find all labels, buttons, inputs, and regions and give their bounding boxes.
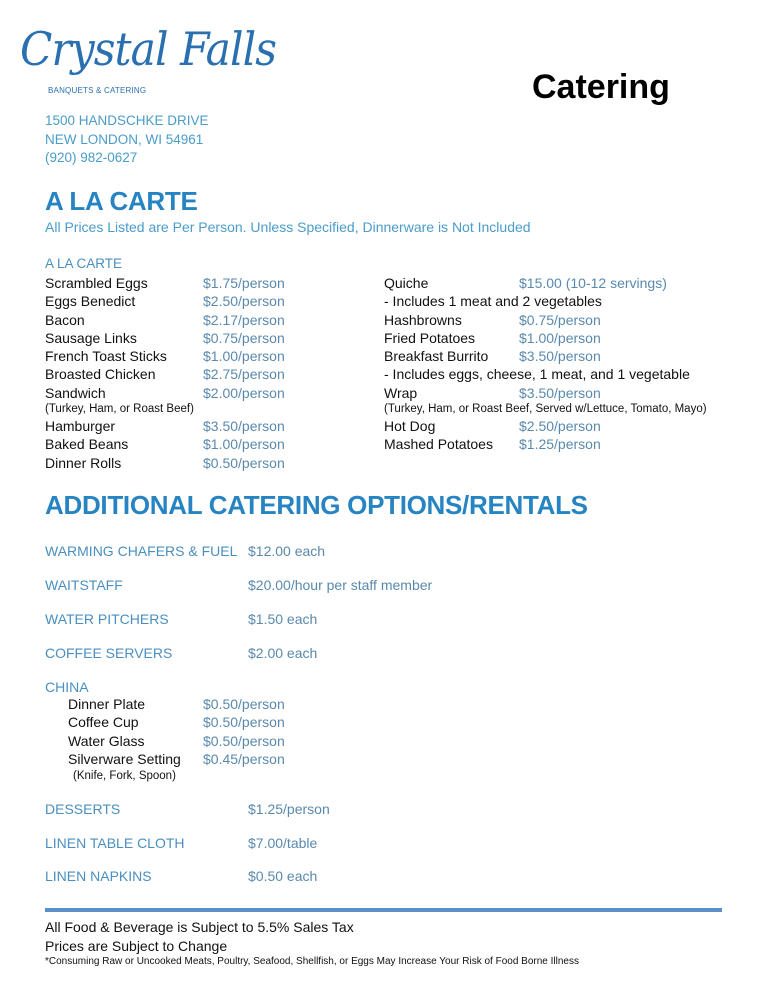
rental-label: WAITSTAFF: [45, 577, 123, 593]
menu-item: [384, 311, 707, 329]
page-title: Catering: [532, 68, 670, 106]
china-item: [68, 696, 285, 712]
menu-item: [45, 435, 285, 453]
health-warning: *Consuming Raw or Uncooked Meats, Poultry, Seafood, Shellfish, or Eggs May Increase Your Risk of Food Borne Illness: [45, 956, 579, 967]
rental-item: [45, 835, 317, 851]
menu-item-name: Broasted Chicken: [45, 366, 156, 383]
rental-item: [45, 868, 317, 884]
menu-item-price: $2.50/person: [519, 418, 601, 435]
menu-item: [45, 311, 285, 329]
menu-item-price: $3.50/person: [203, 418, 285, 435]
divider: [45, 908, 722, 912]
rental-item: [45, 801, 330, 817]
menu-item-name: Sausage Links: [45, 329, 137, 346]
menu-item-price: $0.50/person: [203, 454, 285, 471]
china-label: CHINA: [45, 679, 89, 695]
alacarte-subtitle: All Prices Listed are Per Person. Unless Specified, Dinnerware is Not Included: [45, 219, 531, 235]
menu-item-name: Mashed Potatoes: [384, 436, 493, 453]
alacarte-right-column: [384, 274, 707, 454]
menu-item: [45, 292, 285, 310]
menu-item-price: $3.50/person: [519, 348, 601, 365]
rental-price: $12.00 each: [248, 543, 326, 559]
rental-label: DESSERTS: [45, 801, 121, 817]
menu-item-price: $15.00 (10-12 servings): [519, 275, 667, 291]
menu-item: [45, 329, 285, 347]
rentals-heading: ADDITIONAL CATERING OPTIONS/RENTALS: [45, 490, 588, 520]
menu-item-price: $2.50/person: [203, 293, 285, 310]
menu-item-price: $1.00/person: [203, 436, 285, 453]
alacarte-section-label: A LA CARTE: [45, 256, 123, 271]
address-phone: (920) 982-0627: [45, 150, 138, 165]
menu-item-name: Hot Dog: [384, 418, 436, 435]
menu-item-price: $1.25/person: [519, 436, 601, 453]
address: [45, 112, 209, 168]
rental-label: COFFEE SERVERS: [45, 645, 173, 661]
menu-item-name: French Toast Sticks: [45, 348, 167, 365]
china-item-price: $0.50/person: [203, 732, 285, 749]
menu-item-name: Breakfast Burrito: [384, 348, 489, 365]
china-note: (Knife, Fork, Spoon): [73, 770, 176, 782]
menu-item-price: $2.17/person: [203, 311, 285, 328]
tax-note: All Food & Beverage is Subject to 5.5% Sales Tax: [45, 919, 354, 935]
menu-item-name: Dinner Rolls: [45, 454, 122, 471]
rental-price: $7.00/table: [248, 835, 318, 851]
alacarte-heading: A LA CARTE: [45, 186, 198, 216]
rental-label: WARMING CHAFERS & FUEL: [45, 543, 238, 559]
menu-item-price: $0.75/person: [519, 311, 601, 328]
menu-item-price: $1.00/person: [519, 329, 601, 346]
address-street: 1500 HANDSCHKE DRIVE: [45, 113, 209, 128]
menu-item: [45, 384, 285, 402]
menu-item: [384, 274, 707, 292]
china-item: [68, 733, 285, 749]
menu-item-price: $1.75/person: [203, 275, 285, 291]
logo-tagline: BANQUETS & CATERING: [48, 86, 147, 95]
menu-item-description: - Includes eggs, cheese, 1 meat, and 1 vegetable: [384, 366, 690, 383]
china-item: [68, 714, 285, 730]
rental-price: $1.50 each: [248, 611, 318, 627]
rental-item: [45, 543, 325, 559]
china-item-price: $0.50/person: [203, 696, 285, 712]
menu-item: [384, 384, 707, 402]
menu-item: [45, 454, 285, 472]
rental-item: [45, 577, 432, 593]
logo: Crystal Falls: [20, 22, 277, 76]
menu-item-price: $2.00/person: [203, 384, 285, 401]
china-item-name: Silverware Setting: [68, 750, 181, 767]
menu-item-name: Sandwich: [45, 384, 106, 401]
menu-item-name: Bacon: [45, 311, 85, 328]
menu-item: [384, 435, 707, 453]
menu-item-name: Eggs Benedict: [45, 293, 136, 310]
menu-item: [45, 347, 285, 365]
alacarte-left-column: [45, 274, 285, 472]
menu-item: [45, 417, 285, 435]
rental-price: $1.25/person: [248, 801, 330, 817]
rental-price: $20.00/hour per staff member: [248, 577, 433, 593]
price-change-note: Prices are Subject to Change: [45, 937, 228, 954]
china-item-price: $0.50/person: [203, 714, 285, 731]
menu-item-note: (Turkey, Ham, or Roast Beef): [45, 403, 194, 416]
china-item-name: Dinner Plate: [68, 696, 146, 712]
rental-price: $0.50 each: [248, 868, 318, 884]
rental-item: [45, 611, 317, 627]
menu-item-name: Hashbrowns: [384, 311, 462, 328]
menu-item: [384, 347, 707, 365]
menu-item-name: Wrap: [384, 384, 418, 401]
rental-label: LINEN TABLE CLOTH: [45, 835, 185, 851]
china-item-price: $0.45/person: [203, 750, 285, 767]
menu-item: [45, 365, 285, 383]
footer: [45, 918, 579, 968]
rental-price: $2.00 each: [248, 645, 318, 661]
menu-item-price: $2.75/person: [203, 366, 285, 383]
china-item-name: Coffee Cup: [68, 714, 139, 731]
rental-label: LINEN NAPKINS: [45, 868, 152, 884]
menu-item-name: Hamburger: [45, 418, 116, 435]
menu-item-description: - Includes 1 meat and 2 vegetables: [384, 293, 602, 310]
menu-item-name: Scrambled Eggs: [45, 275, 148, 291]
menu-item: [45, 274, 285, 292]
menu-item: [384, 417, 707, 435]
menu-item-price: $0.75/person: [203, 329, 285, 346]
menu-item-name: Fried Potatoes: [384, 329, 476, 346]
address-city: NEW LONDON, WI 54961: [45, 131, 204, 147]
rental-item: [45, 645, 317, 661]
china-item-name: Water Glass: [68, 732, 145, 749]
rental-label: WATER PITCHERS: [45, 611, 169, 627]
menu-item-note: (Turkey, Ham, or Roast Beef, Served w/Lettuce, Tomato, Mayo): [384, 403, 707, 416]
menu-item-price: $1.00/person: [203, 348, 285, 365]
menu-item-name: Quiche: [384, 275, 429, 291]
menu-item: [384, 329, 707, 347]
menu-item-price: $3.50/person: [519, 384, 601, 401]
china-item: [68, 751, 285, 767]
menu-item-name: Baked Beans: [45, 436, 129, 453]
